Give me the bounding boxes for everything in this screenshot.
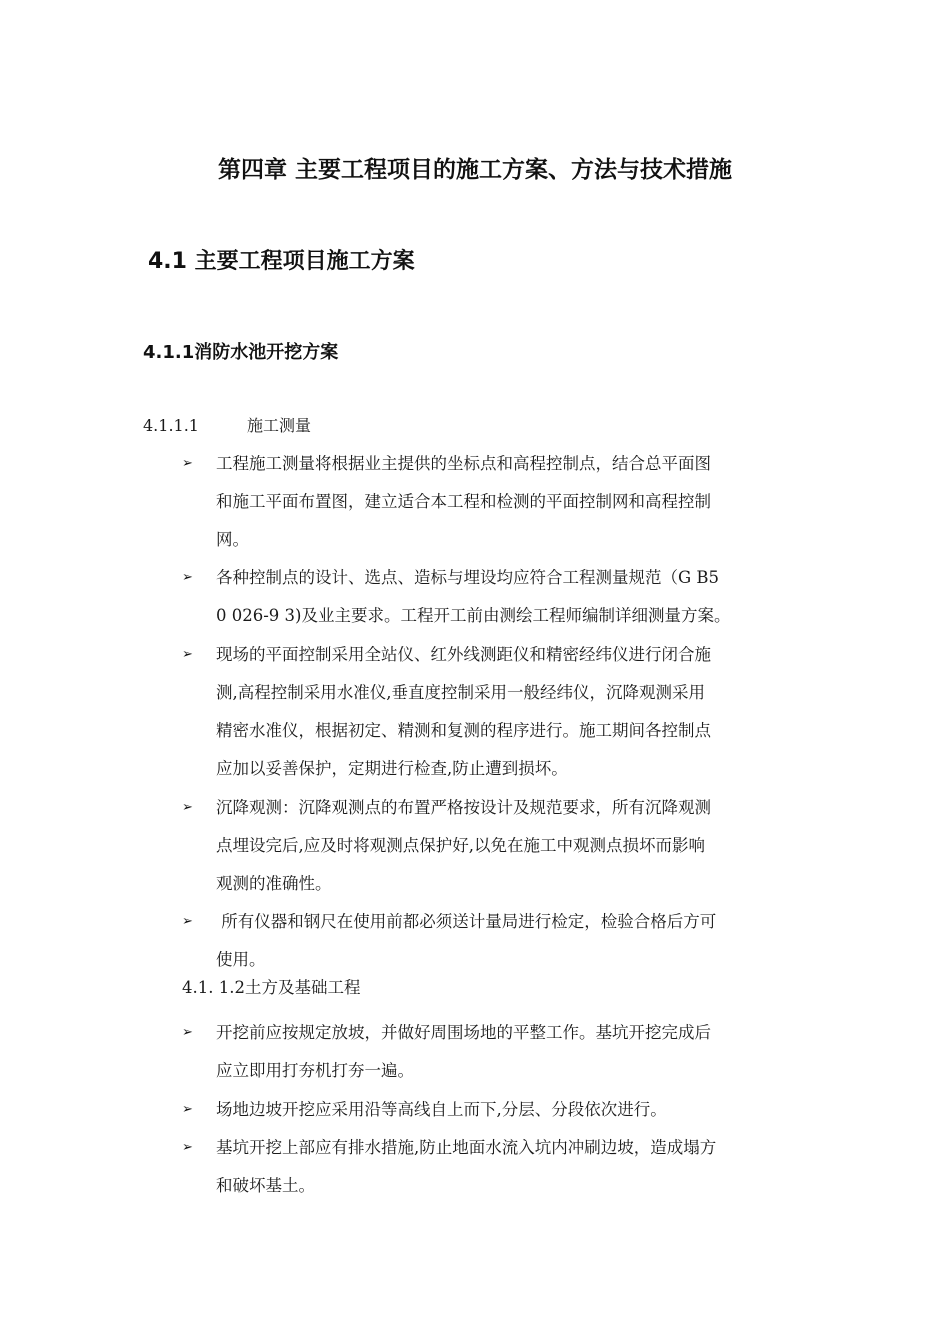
list-item-line: 观测的准确性。 <box>216 874 332 893</box>
list-item-line: 基坑开挖上部应有排水措施,防止地面水流入坑内冲刷边坡，造成塌方 <box>216 1138 717 1157</box>
list-item-line: 应加以妥善保护，定期进行检查,防止遭到损坏。 <box>216 759 568 778</box>
bullet-arrow-icon: ➢ <box>182 800 193 815</box>
bullet-arrow-icon: ➢ <box>182 1140 193 1155</box>
list-item-line: 测,高程控制采用水准仪,垂直度控制采用一般经纬仪，沉降观测采用 <box>216 683 705 702</box>
list-item-line: 应立即用打夯机打夯一遍。 <box>216 1061 414 1080</box>
list-item-line: 场地边坡开挖应采用沿等高线自上而下,分层、分段依次进行。 <box>216 1100 667 1119</box>
list-item-line: 各种控制点的设计、选点、造标与埋设均应符合工程测量规范（G B5 <box>216 568 720 587</box>
bullet-arrow-icon: ➢ <box>182 1025 193 1040</box>
list-item-line: 所有仪器和钢尺在使用前都必须送计量局进行检定，检验合格后方可 <box>216 912 717 931</box>
list-item-line: 沉降观测：沉降观测点的布置严格按设计及规范要求，所有沉降观测 <box>216 798 711 817</box>
bullet-arrow-icon: ➢ <box>182 647 193 662</box>
part1-heading <box>143 413 311 439</box>
list-item-line: 0 026-9 3)及业主要求。工程开工前由测绘工程师编制详细测量方案。 <box>216 606 731 625</box>
section-title: 4.1 主要工程项目施工方案 <box>148 249 415 274</box>
bullet-arrow-icon: ➢ <box>182 456 193 471</box>
list-item-line: 精密水准仪，根据初定、精测和复测的程序进行。施工期间各控制点 <box>216 721 711 740</box>
list-item-line: 和破坏基土。 <box>216 1176 315 1195</box>
list-item-line: 网。 <box>216 530 249 549</box>
list-item-line: 使用。 <box>216 950 266 969</box>
list-item-line: 和施工平面布置图，建立适合本工程和检测的平面控制网和高程控制 <box>216 492 711 511</box>
bullet-arrow-icon: ➢ <box>182 1102 193 1117</box>
list-item-line: 工程施工测量将根据业主提供的坐标点和高程控制点，结合总平面图 <box>216 454 711 473</box>
bullet-arrow-icon: ➢ <box>182 570 193 585</box>
chapter-title: 第四章 主要工程项目的施工方案、方法与技术措施 <box>217 157 732 183</box>
subsection-title: 4.1.1消防水池开挖方案 <box>143 342 339 363</box>
part1-number: 4.1.1.1 <box>143 416 199 435</box>
bullet-arrow-icon: ➢ <box>182 914 193 929</box>
list-item-line: 点埋设完后,应及时将观测点保护好,以免在施工中观测点损坏而影响 <box>216 836 705 855</box>
part2-heading: 4.1. 1.2土方及基础工程 <box>182 978 361 997</box>
part1-title: 施工测量 <box>247 416 312 435</box>
list-item-line: 开挖前应按规定放坡，并做好周围场地的平整工作。基坑开挖完成后 <box>216 1023 711 1042</box>
list-item-line: 现场的平面控制采用全站仪、红外线测距仪和精密经纬仪进行闭合施 <box>216 645 711 664</box>
